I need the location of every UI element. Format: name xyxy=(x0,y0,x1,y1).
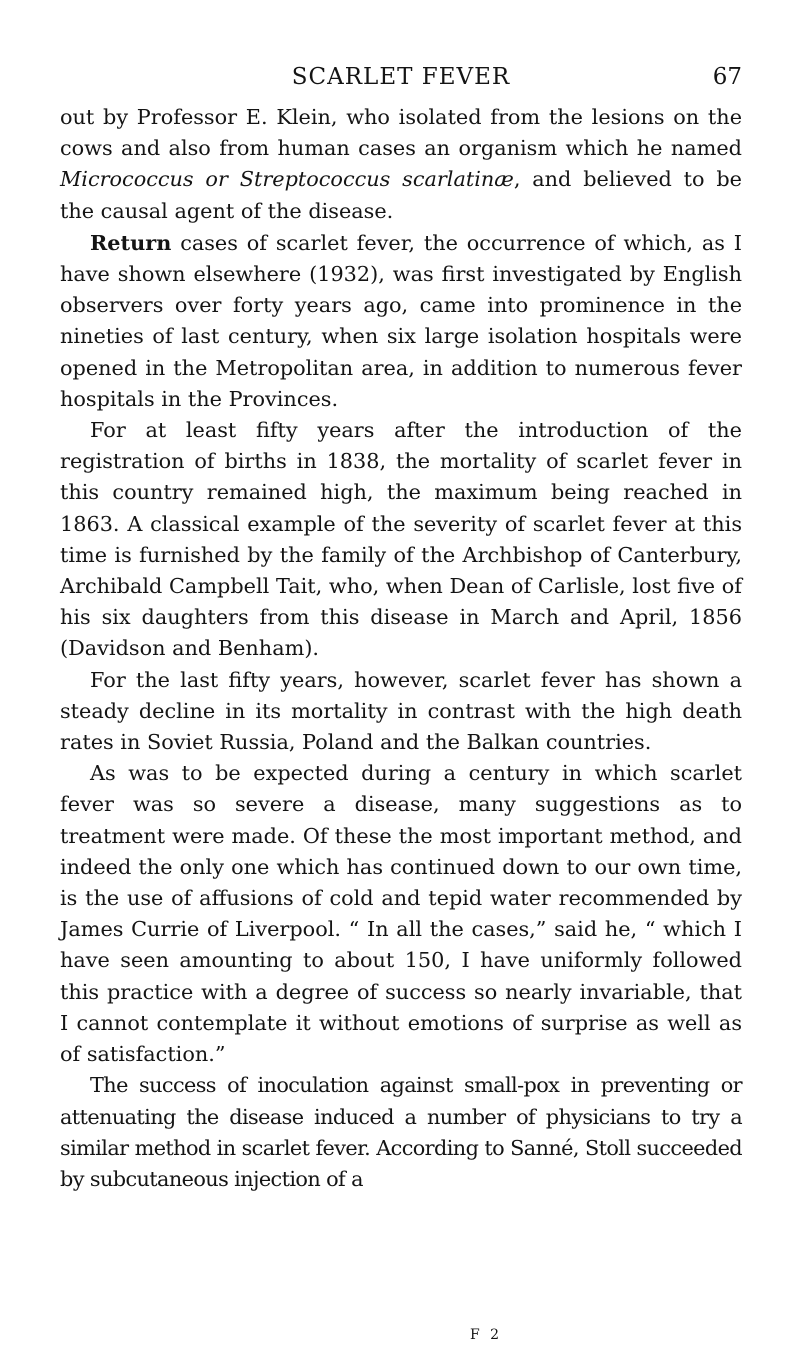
page-title: SCARLET FEVER xyxy=(291,64,511,90)
paragraph-treatment: As was to be expected during a century in which scarlet fever was so severe a disease, many suggestions as to treatment were made. Of these the most important method, and indeed the only one which has continued down to our own time, is the use of affusions of cold and tepid water recommended by James Currie of Liverpool. “ In all the cases,” said he, “ which I have seen amounting to about 150, I have uniformly followed this practice with a degree of success so nearly invariable, that I cannot contemplate it without emotions of surprise as well as of satisfaction.” xyxy=(60,761,742,1067)
paragraph-klein xyxy=(60,102,742,227)
running-header xyxy=(60,52,742,102)
paragraph-mortality: For at least fifty years after the introduction of the registration of births in 1838, the mortality of scarlet fever in this country remained high, the maximum being reached in 1863. A classical example of the severity of scarlet fever at this time is furnished by the family of the Archbishop of Canterbury, Archibald Campbell Tait, who, when Dean of Carlisle, lost five of his six daughters from this disease in March and April, 1856 (Davidson and Benham). xyxy=(60,418,742,661)
body-text xyxy=(60,102,742,1195)
paragraph-decline: For the last fifty years, however, scarlet fever has shown a steady decline in its mortality in contrast with the high death rates in Soviet Russia, Poland and the Balkan countries. xyxy=(60,667,742,755)
book-page xyxy=(60,52,742,1195)
paragraph-text: , and believed to be the causal agent of the disease. xyxy=(60,167,742,223)
paragraph-return-cases xyxy=(60,227,742,415)
paragraph-lead-word: Return xyxy=(90,229,172,255)
paragraph-text: cases of scarlet fever, the occurrence of which, as I have shown elsewhere (1932), was first investigated by English observers over forty years ago, came into prominence in the nineties of last century, when six large isolation hospitals were opened in the Metropolitan area, in addition to numerous fever hospitals in the Provinces. xyxy=(60,230,742,411)
organism-name: Micrococcus or Streptococcus scarlatinæ xyxy=(60,167,514,192)
page-number: 67 xyxy=(712,64,742,90)
signature-mark: F 2 xyxy=(470,1327,503,1343)
paragraph-text: out by Professor E. Klein, who isolated from the lesions on the cows and also from human cases an organism which he named xyxy=(60,105,742,161)
paragraph-inoculation: The success of inoculation against small-pox in preventing or attenuating the disease induced a number of physicians to try a similar method in scarlet fever. According to Sanné, Stoll succeeded by subcutaneous injection of a xyxy=(60,1073,742,1191)
